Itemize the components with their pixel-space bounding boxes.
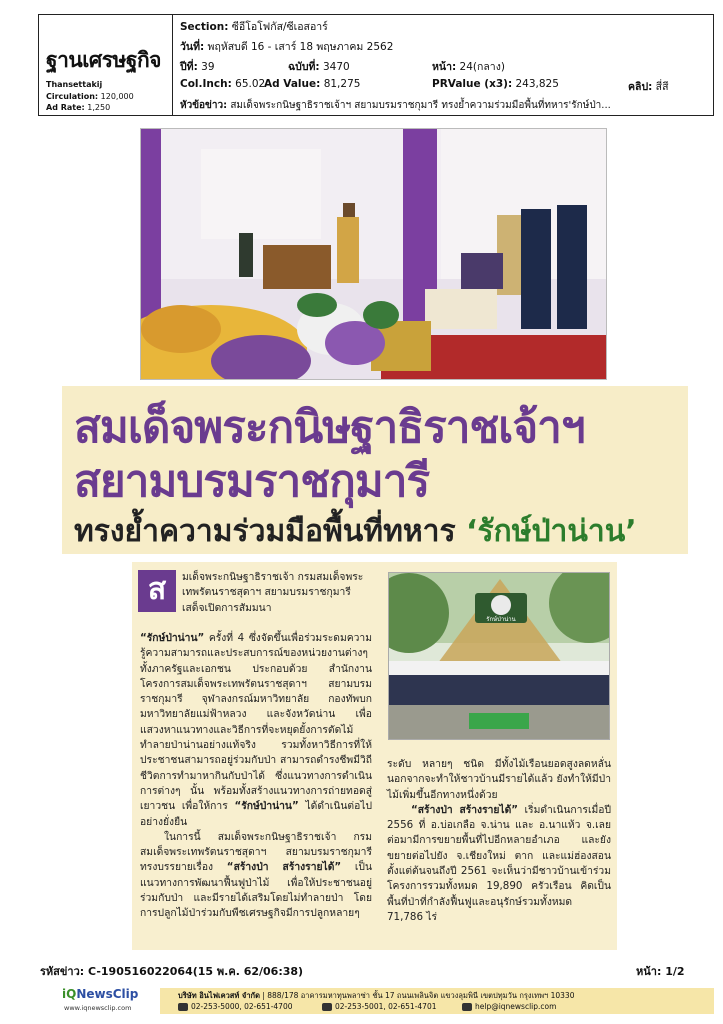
- headline-line-2: สยามบรมราชกุมารี: [74, 456, 430, 507]
- headline-line-3: [74, 508, 637, 555]
- advalue-label: Ad Value:: [264, 78, 321, 90]
- email-contact: [462, 1002, 556, 1011]
- company-name: บริษัท อินไฟเควสท์ จำกัด: [178, 991, 260, 1000]
- headline-value: สมเด็จพระกนิษฐาธิราชเจ้าฯ สยามบรมราชกุมารี ทรงย้ำความร่วมมือพื้นที่ทหาร'รักษ์ป่า...: [230, 100, 611, 111]
- colinch-line: [180, 78, 265, 90]
- logo-url: www.iqnewsclip.com: [64, 1004, 132, 1012]
- article-column-1: [140, 631, 372, 922]
- circulation: [46, 92, 134, 101]
- fax-icon: [322, 1003, 332, 1011]
- year-line: [180, 58, 215, 75]
- date-value: พฤหัสบดี 16 - เสาร์ 18 พฤษภาคม 2562: [207, 41, 394, 53]
- article-lead: [182, 570, 370, 616]
- year-value: 39: [201, 61, 215, 73]
- article-p1-end: ได้ดำเนินต่อไปอย่างยั่งยืน: [140, 800, 372, 828]
- headline-line-1: สมเด็จพระกนิษฐาธิราชเจ้าฯ: [74, 402, 585, 453]
- company-line: บริษัท อินไฟเควสท์ จำกัด | 888/178 อาคารมหาทุนพลาซ่า ชั้น 17 ถนนเพลินจิต แขวงลุมพินี เขตปทุมวัน กรุงเทพฯ 10330: [178, 991, 575, 1000]
- circulation-value: 120,000: [100, 92, 134, 101]
- publication-name: ฐานเศรษฐกิจ: [46, 47, 161, 72]
- publication-name-en-text: Thansettakij: [46, 80, 103, 89]
- lecture-topic: “สร้างป่า สร้างรายได้”: [226, 861, 342, 874]
- issue-label: ฉบับที่:: [288, 61, 320, 73]
- fax-contact: [322, 1002, 436, 1011]
- article-p2: [140, 830, 372, 922]
- project-name-2: “รักษ์ป่าน่าน”: [234, 800, 299, 813]
- issue-line: [288, 58, 350, 75]
- year-label: ปีที่:: [180, 61, 198, 73]
- company-address: 888/178 อาคารมหาทุนพลาซ่า ชั้น 17 ถนนเพลินจิต แขวงลุมพินี เขตปทุมวัน กรุงเทพฯ 10330: [267, 991, 575, 1000]
- article-col2-p2: [387, 803, 611, 925]
- drop-cap: ส: [138, 570, 176, 612]
- logo-iq: iQ: [62, 987, 77, 1001]
- news-code-value: C-190516022064(15 พ.ค. 62/06:38): [88, 965, 304, 978]
- circulation-label: Circulation:: [46, 92, 99, 101]
- group-photo-art: [389, 573, 610, 740]
- article-lead-text: มเด็จพระกนิษฐาธิราชเจ้า กรมสมเด็จพระเทพรัตนราชสุดาฯ สยามบรมราชกุมารี เสด็จเปิดการสัมมนา: [182, 571, 364, 614]
- header-divider: [172, 14, 173, 116]
- advalue-line: [264, 78, 360, 90]
- fax-number: 02-253-5001, 02-651-4701: [335, 1002, 437, 1011]
- news-code: [40, 962, 303, 980]
- headline-project-name: ‘รักษ์ป่าน่าน’: [466, 514, 637, 549]
- news-code-label: รหัสข่าว:: [40, 965, 85, 978]
- email-address[interactable]: help@iqnewsclip.com: [475, 1002, 557, 1011]
- group-photo: [388, 572, 610, 740]
- clip-value: สี่สี: [655, 81, 669, 93]
- page-line: [432, 58, 505, 75]
- ad-rate-value: 1,250: [87, 103, 111, 112]
- advalue-value: 81,275: [323, 78, 361, 90]
- page-number-label: หน้า:: [636, 965, 662, 978]
- clip-label: คลิป:: [628, 81, 653, 93]
- colinch-value: 65.02: [235, 78, 266, 90]
- prvalue-line: [432, 78, 559, 90]
- phone-number: 02-253-5000, 02-651-4700: [191, 1002, 293, 1011]
- prvalue-value: 243,825: [515, 78, 559, 90]
- article-p2-rest: เป็นแนวทางการพัฒนาฟื้นฟูป่าไม้ เพื่อให้ประชาชนอยู่ร่วมกับป่า และมีรายได้เสริมโดยไม่ทำลายป่า โดยการปลูกไม้ป่าร่วมกับพืชเศรษฐกิจมีการปลูกหลายๆ: [140, 861, 372, 920]
- ad-rate-label: Ad Rate:: [46, 103, 85, 112]
- photo-sign-text: รักษ์ป่าน่าน: [486, 616, 516, 623]
- publication-name-en: [46, 80, 102, 89]
- phone-icon: [178, 1003, 188, 1011]
- project-name-1: “รักษ์ป่าน่าน”: [140, 632, 205, 644]
- date-line: [180, 38, 393, 55]
- phone-contact: [178, 1002, 292, 1011]
- section-value: ซีอีโอโฟกัส/ซีเอสอาร์: [231, 21, 328, 33]
- prvalue-label: PRValue (x3):: [432, 78, 513, 90]
- issue-value: 3470: [322, 61, 350, 73]
- iqnewsclip-logo: [62, 987, 138, 1001]
- article-col2-p2-body: เริ่มดำเนินการเมื่อปี 2556 ที่ อ.บ่อเกลือ จ.น่าน และ อ.นาแห้ว จ.เลย ต่อมามีการขยายพื้นที่ไปอีกหลายอำเภอ และยังขยายต่อไปยัง จ.เชียงใหม่ ตาก และแม่ฮ่องสอน ตั้งแต่ต้นจนถึงปี 2561 จะเห็นว่ามีชาวบ้านเข้าร่วมโครงการรวมทั้งหมด 19,890 ครัวเรือน คิดเป็นพื้นที่ป่าที่กำลังฟื้นฟูและอนุรักษ์รวมทั้งหมด 71,786 ไร่: [387, 803, 611, 923]
- page-value: 24(กลาง): [459, 61, 505, 73]
- page-number-value: 1/2: [665, 965, 685, 978]
- article-p2-start: ในการนี้ สมเด็จพระกนิษฐาธิราชเจ้า กรมสมเด็จพระเทพรัตนราชสุดาฯ สยามบรมราชกุมารี ทรงบรรยายเรื่อง: [140, 830, 372, 874]
- email-icon: [462, 1003, 472, 1011]
- section-line: [180, 18, 328, 35]
- page-number: [636, 962, 685, 980]
- article-p1-body: ครั้งที่ 4 ซึ่งจัดขึ้นเพื่อร่วมระดมความรู้ความสามารถและประสบการณ์ของหน่วยงานต่างๆ ทั้งภาครัฐและเอกชน ประกอบด้วย สำนักงานโครงการสมเด็จพระเทพรัตนราชสุดาฯ สยามบรมราชกุมารี จุฬาลงกรณ์มหาวิทยาลัย กองทัพบก มหาวิทยาลัยแม่ฟ้าหลวง และจังหวัดน่าน เพื่อแสวงหาแนวทางและวิธีการที่จะหยุดยั้งการตัดไม้ทำลายป่าน่านอย่างแท้จริง รวมทั้งหาวิธีการที่ให้ประชาชนสามารถอยู่ร่วมกับป่า สามารถดำรงชีพมีวิถีชีวิตการทำมาหากินกับป่าได้ ซึ่งแนวทางการดำเนินการต่างๆ นั้น พร้อมทั้งสร้างแนวทางการถ่ายทอดสู่เยาวชน เพื่อให้การ: [140, 632, 372, 813]
- date-label: วันที่:: [180, 41, 205, 53]
- section-label: Section:: [180, 21, 229, 33]
- article-column-2: [387, 757, 611, 925]
- headline-label: หัวข้อข่าว:: [180, 100, 228, 111]
- colinch-label: Col.Inch:: [180, 78, 232, 90]
- ceremony-photo: [140, 128, 607, 380]
- article-col2-p1: ระดับ หลายๆ ชนิด มีทั้งไม้เรือนยอดสูงลดหลั่นนอกจากจะทำให้ชาวบ้านมีรายได้แล้ว ยังทำให้มีป่าไม้เพิ่มขึ้นอีกทางหนึ่งด้วย: [387, 758, 611, 801]
- clip-line: [628, 78, 669, 95]
- program-name: “สร้างป่า สร้างรายได้”: [411, 803, 519, 816]
- headline-line: [180, 98, 611, 113]
- ad-rate: [46, 103, 110, 112]
- logo-rest: NewsClip: [76, 987, 139, 1001]
- ceremony-photo-art: [141, 129, 607, 380]
- page-label: หน้า:: [432, 61, 457, 73]
- headline-line-3-text: ทรงย้ำความร่วมมือพื้นที่ทหาร: [74, 514, 456, 549]
